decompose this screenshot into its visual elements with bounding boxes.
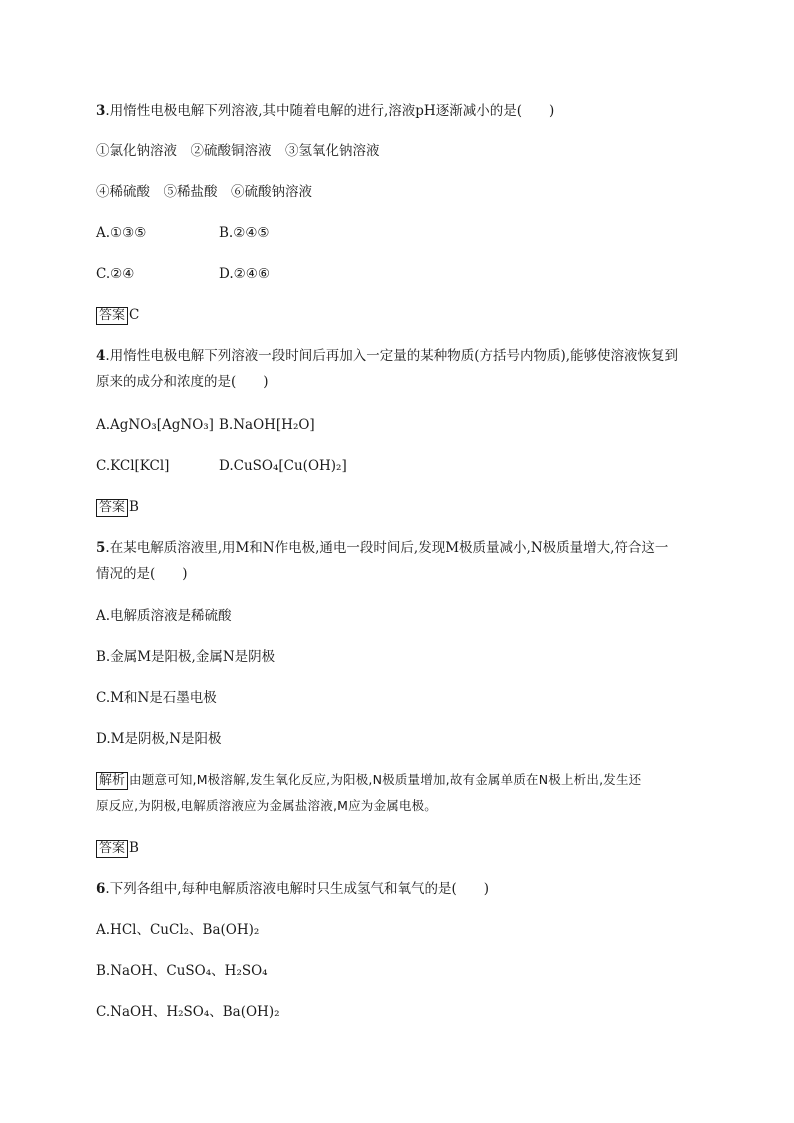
q6-number: 6 (96, 881, 106, 897)
analysis-label: 解析 (96, 772, 128, 790)
q5-analysis-line2: 原反应,为阴极,电解质溶液应为金属盐溶液,M应为金属电极。 (96, 798, 438, 813)
q4-stem-line2: 原来的成分和浓度的是( ) (96, 374, 269, 390)
q5-analysis-text: 由题意可知,M极溶解,发生氧化反应,为阳极,N极质量增加,故有金属单质在N极上析出,发生还 (129, 772, 642, 787)
q3-stem-text: .用惰性电极电解下列溶液,其中随着电解的进行,溶液pH逐渐减小的是( ) (105, 103, 555, 119)
q6-option-c: C.NaOH、H₂SO₄、Ba(OH)₂ (96, 1004, 280, 1020)
q3-answer (96, 305, 139, 325)
q3-options-row2 (96, 264, 270, 284)
q5-option-c: C.M和N是石墨电极 (96, 690, 217, 706)
q4-stem-text: .用惰性电极电解下列溶液一段时间后再加入一定量的某种物质(方括号内物质),能够使溶液恢复到 (105, 348, 679, 364)
q5-stem-line1 (96, 538, 668, 558)
q3-number: 3 (96, 103, 106, 119)
q5-number: 5 (96, 540, 106, 556)
q5-stem-text: .在某电解质溶液里,用M和N作电极,通电一段时间后,发现M极质量减小,N极质量增大,符合这一 (105, 540, 669, 556)
q4-number: 4 (96, 348, 106, 364)
q4-options-row2 (96, 456, 347, 476)
q4-option-c: C.KCl[KCl] (96, 458, 170, 474)
q5-analysis-line1 (96, 770, 641, 790)
q3-options-row1 (96, 223, 270, 243)
q4-answer (96, 497, 139, 517)
q4-option-d: D.CuSO₄[Cu(OH)₂] (219, 458, 347, 474)
q4-option-a: A.AgNO₃[AgNO₃] (96, 417, 214, 433)
q5-option-b: B.金属M是阳极,金属N是阴极 (96, 649, 276, 665)
q4-option-b: B.NaOH[H₂O] (219, 417, 315, 433)
answer-label: 答案 (96, 499, 128, 517)
answer-label: 答案 (96, 307, 128, 325)
q3-items-row1: ①氯化钠溶液 ②硫酸铜溶液 ③氢氧化钠溶液 (96, 143, 380, 159)
q3-option-c: C.②④ (96, 266, 135, 282)
q3-stem (96, 101, 554, 121)
q4-stem-line1 (96, 346, 678, 366)
q5-stem-line2: 情况的是( ) (96, 566, 188, 582)
q4-answer-value: B (129, 499, 139, 515)
q5-option-d: D.M是阴极,N是阳极 (96, 731, 222, 747)
q5-answer-value: B (129, 840, 139, 856)
answer-label: 答案 (96, 840, 128, 858)
q6-option-a: A.HCl、CuCl₂、Ba(OH)₂ (96, 922, 260, 938)
q3-answer-value: C (129, 307, 140, 323)
q3-option-b: B.②④⑤ (219, 225, 270, 241)
q4-options-row1 (96, 415, 315, 435)
q6-stem-text: .下列各组中,每种电解质溶液电解时只生成氢气和氧气的是( ) (105, 881, 490, 897)
q3-option-d: D.②④⑥ (219, 266, 270, 282)
q5-answer (96, 838, 139, 858)
q6-stem (96, 879, 489, 899)
q6-option-b: B.NaOH、CuSO₄、H₂SO₄ (96, 963, 268, 979)
q3-option-a: A.①③⑤ (96, 225, 147, 241)
q5-option-a: A.电解质溶液是稀硫酸 (96, 608, 232, 624)
q3-items-row2: ④稀硫酸 ⑤稀盐酸 ⑥硫酸钠溶液 (96, 184, 312, 200)
